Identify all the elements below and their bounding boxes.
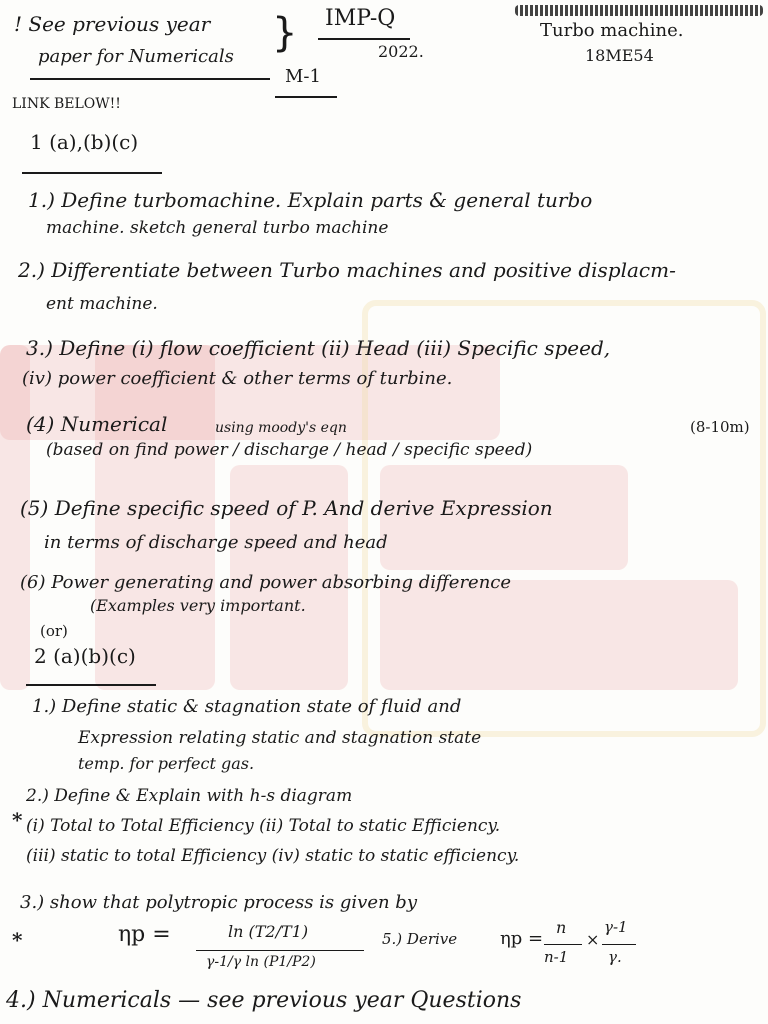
s2-q3-line1: 3.) show that polytropic process is given by [20, 892, 417, 913]
eq2-times: × [586, 930, 600, 949]
module-label: M-1 [285, 66, 321, 87]
eq-denominator: γ-1/γ ln (P1/P2) [206, 954, 316, 970]
s2-q2-line1: 2.) Define & Explain with h-s diagram [26, 786, 353, 806]
s1-q3-line2: (iv) power coefficient & other terms of turbine. [22, 368, 453, 389]
s2-q5-label: 5.) Derive [382, 930, 458, 948]
s1-q4-note: using moody's eqn [215, 420, 347, 436]
s1-q6-line1: (6) Power generating and power absorbing difference [20, 572, 512, 593]
star-mark: * [12, 808, 23, 832]
s1-q1-line2: machine. sketch general turbo machine [46, 218, 389, 238]
subject-code: 18ME54 [585, 46, 654, 65]
eq2-n-denominator: n-1 [544, 948, 569, 966]
s2-q2-line3: (iii) static to total Efficiency (iv) static to static efficiency. [26, 846, 520, 866]
link-label: LINK BELOW!! [12, 96, 121, 112]
s1-q5-line1: (5) Define specific speed of P. And derive Expression [20, 496, 553, 520]
or-label: (or) [40, 622, 68, 640]
eq2-lhs: ηp = [500, 928, 544, 949]
note-line-1: ! See previous year [14, 12, 211, 36]
eq2-n-fraction-bar [544, 944, 582, 945]
eq2-gamma-denominator: γ. [608, 948, 622, 966]
s1-q3-line1: 3.) Define (i) flow coefficient (ii) Head (iii) Specific speed, [26, 336, 611, 360]
section-1-heading: 1 (a),(b)(c) [30, 130, 139, 154]
note-underline [30, 78, 270, 80]
eq2-gamma-numerator: γ-1 [604, 918, 628, 936]
s1-q6-line2: (Examples very important. [90, 596, 306, 615]
section-1-underline [22, 172, 162, 174]
section-2-heading: 2 (a)(b)(c) [34, 644, 136, 668]
eq-fraction-bar [196, 950, 364, 951]
s1-q4-line2: (based on find power / discharge / head / specific speed) [46, 440, 533, 460]
eq2-gamma-fraction-bar [602, 944, 636, 945]
note-line-2: paper for Numericals [38, 46, 234, 67]
s1-q2-line1: 2.) Differentiate between Turbo machines and positive displacm- [18, 258, 676, 282]
s1-q4-marks: (8-10m) [690, 418, 750, 436]
s1-q1-line1: 1.) Define turbomachine. Explain parts & general turbo [28, 188, 593, 212]
eq-lhs: ηp = [118, 922, 171, 947]
eq-numerator: ln (T2/T1) [228, 922, 309, 941]
subject-label: Turbo machine. [540, 20, 684, 41]
s2-q4-line: 4.) Numericals — see previous year Questions [6, 988, 522, 1013]
s2-q1-line2: Expression relating static and stagnation state [78, 728, 482, 748]
year-label: 2022. [378, 42, 424, 61]
s1-q5-line2: in terms of discharge speed and head [44, 532, 388, 553]
scribble-mark [515, 5, 763, 16]
s2-q1-line1: 1.) Define static & stagnation state of fluid and [32, 696, 462, 717]
imp-label: IMP-Q [325, 6, 396, 31]
module-underline [275, 96, 337, 98]
s1-q2-line2: ent machine. [46, 294, 158, 314]
eq2-n-numerator: n [556, 918, 567, 937]
star-mark: * [12, 928, 23, 952]
s2-q1-line3: temp. for perfect gas. [78, 754, 255, 773]
s2-q2-line2: (i) Total to Total Efficiency (ii) Total to static Efficiency. [26, 816, 501, 836]
s1-q4-line1: (4) Numerical [26, 412, 168, 436]
brace-mark: } [272, 10, 298, 56]
imp-underline [318, 38, 410, 40]
section-2-underline [26, 684, 156, 686]
